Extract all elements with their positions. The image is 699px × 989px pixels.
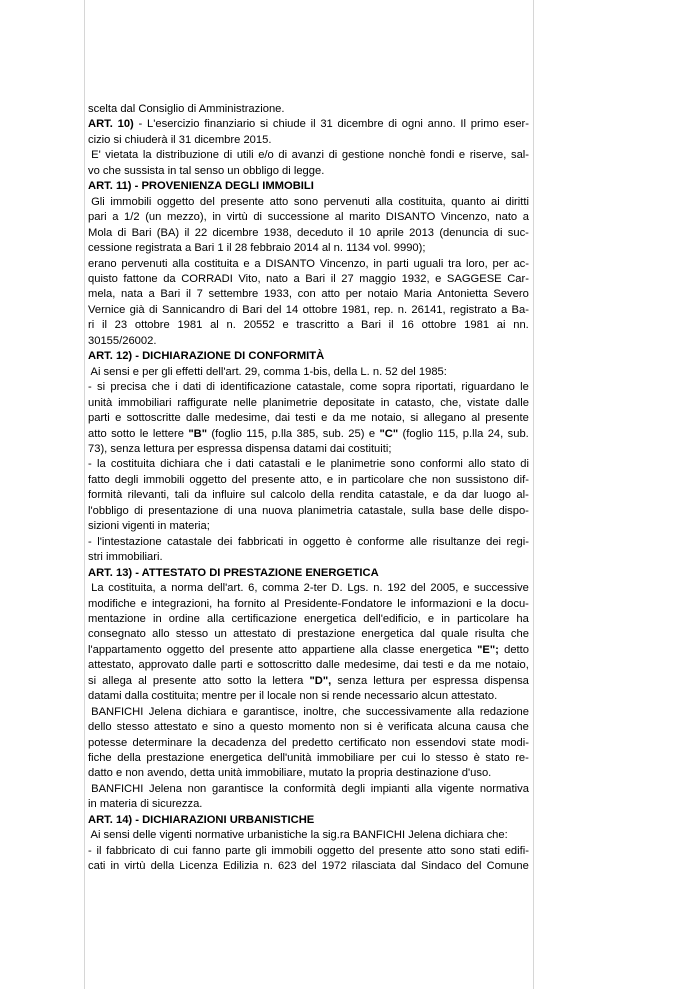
text-line: atto sotto le lettere "B" (foglio 115, p.lla 385, sub. 25) e "C" (foglio 115, p.lla 24, sub. <box>88 427 529 440</box>
section-heading: ART. 12) - DICHIARAZIONE DI CONFORMITÀ <box>88 350 325 363</box>
text-line: mela, nata a Bari il 7 settembre 1933, con atto per notaio Maria Antonietta Severo <box>88 288 529 301</box>
text-line: parti e sottoscritte dalle medesime, dai testi e da me notaio, si allegano al presente <box>88 412 529 425</box>
text-line: consegnato allo stesso un attestato di prestazione energetica dal quale risulta che <box>88 628 529 641</box>
text-line: l'appartamento oggetto del presente atto appartiene alla classe energetica "E"; detto <box>88 643 529 656</box>
text-line: stri immobiliari. <box>88 551 163 564</box>
section-heading: ART. 14) - DICHIARAZIONI URBANISTICHE <box>88 813 315 826</box>
text-line: - la costituita dichiara che i dati catastali e le planimetrie sono conformi allo stato di <box>88 458 529 471</box>
left-margin-line <box>84 0 85 989</box>
text-line: 73), senza lettura per espressa dispensa datami dai costituiti; <box>88 442 392 455</box>
text-line: Ai sensi e per gli effetti dell'art. 29, comma 1-bis, della L. n. 52 del 1985: <box>88 365 447 378</box>
text-line: datami dalla costituita; mentre per il locale non si rende necessario alcun attestato. <box>88 690 498 703</box>
text-line: si allega al presente atto sotto la lettera "D", senza lettura per espressa dispensa <box>88 674 529 687</box>
text-line: mentazione in ordine alla certificazione energetica dell'edificio, e in particolare ha <box>88 612 529 625</box>
text-line: BANFICHI Jelena dichiara e garantisce, inoltre, che successivamente alla redazione <box>88 705 529 718</box>
document-body <box>88 102 529 875</box>
text-line: fatto degli immobili oggetto del presente atto, e in particolare che non sussistono dif- <box>88 473 529 486</box>
text-line: cessione registrata a Bari 1 il 28 febbraio 2014 al n. 1134 vol. 9990); <box>88 242 426 255</box>
text-line: Ai sensi delle vigenti normative urbanistiche la sig.ra BANFICHI Jelena dichiara che: <box>88 829 508 842</box>
text-line: datto e non avendo, detta unità immobiliare, mutato la propria destinazione d'uso. <box>88 767 492 780</box>
text-line: unità immobiliari raffigurate nelle planimetrie depositate in catasto, che, vistate dalle <box>88 396 529 409</box>
right-margin-line <box>533 0 534 989</box>
text-line: - il fabbricato di cui fanno parte gli immobili oggetto del presente atto sono stati edifi- <box>88 844 529 857</box>
text-line: pari a 1/2 (un mezzo), in virtù di successione al marito DISANTO Vincenzo, nato a <box>88 211 529 224</box>
text-line: formità rilevanti, tali da influire sul calcolo della rendita catastale, e da dar luogo al- <box>88 489 529 502</box>
text-line: Mola di Bari (BA) il 22 dicembre 1938, deceduto il 10 aprile 2013 (denuncia di suc- <box>88 226 529 239</box>
section-heading: ART. 11) - PROVENIENZA DEGLI IMMOBILI <box>88 180 314 193</box>
text-line: modifiche e integrazioni, ha fornito al Presidente-Fondatore le informazioni e la docu- <box>88 597 529 610</box>
text-line: 30155/26002. <box>88 334 157 347</box>
section-heading: ART. 13) - ATTESTATO DI PRESTAZIONE ENERGETICA <box>88 566 379 579</box>
text-line: cizio si chiuderà il 31 dicembre 2015. <box>88 133 272 146</box>
text-line: quisto fattone da CORRADI Vito, nato a Bari il 27 maggio 1932, e SAGGESE Car- <box>88 272 529 285</box>
text-line: in materia di sicurezza. <box>88 798 203 811</box>
text-line: BANFICHI Jelena non garantisce la conformità degli impianti alla vigente normativa <box>88 782 529 795</box>
text-line: attestato, approvato dalle parti e sottoscritto dalle medesime, dai testi e da me notaio, <box>88 659 529 672</box>
text-line: dello stesso attestato e sino a questo momento non si è verificata alcuna causa che <box>88 721 529 734</box>
text-line: cati in virtù della Licenza Edilizia n. 623 del 1972 rilasciata dal Sindaco del Comune <box>88 860 529 873</box>
text-line: fiche della prestazione energetica dell'unità immobiliare per cui lo stesso è stato re- <box>88 752 529 765</box>
text-line: - l'intestazione catastale dei fabbricati in oggetto è conforme alle risultanze dei regi- <box>88 535 529 548</box>
text-line: Vernice già di Sannicandro di Bari del 14 ottobre 1981, rep. n. 26141, registrato a Ba- <box>88 303 529 316</box>
text-line: La costituita, a norma dell'art. 6, comma 2-ter D. Lgs. n. 192 del 2005, e successive <box>88 582 529 595</box>
text-line: - si precisa che i dati di identificazione catastale, come sopra riportati, riguardano le <box>88 381 529 394</box>
text-line: sizioni vigenti in materia; <box>88 520 210 533</box>
text-line: E' vietata la distribuzione di utili e/o di avanzi di gestione nonchè fondi e riserve, sal- <box>88 149 529 162</box>
text-line: l'obbligo di presentazione di una nuova planimetria catastale, sulla base delle dispo- <box>88 504 529 517</box>
text-line: ART. 10) - L'esercizio finanziario si chiude il 31 dicembre di ogni anno. Il primo eser- <box>88 118 529 131</box>
text-line: vo che sussista in tal senso un obbligo di legge. <box>88 164 325 177</box>
text-line: scelta dal Consiglio di Amministrazione. <box>88 103 285 115</box>
text-line: ri il 23 ottobre 1981 al n. 20552 e trascritto a Bari il 16 ottobre 1981 ai nn. <box>88 319 529 332</box>
text-line: Gli immobili oggetto del presente atto sono pervenuti alla costituita, quanto ai diritti <box>88 195 529 208</box>
text-line: potesse determinare la decadenza del predetto certificato non essendovi state modi- <box>88 736 529 749</box>
text-line: erano pervenuti alla costituita e a DISANTO Vincenzo, in parti uguali tra loro, per ac- <box>88 257 529 270</box>
